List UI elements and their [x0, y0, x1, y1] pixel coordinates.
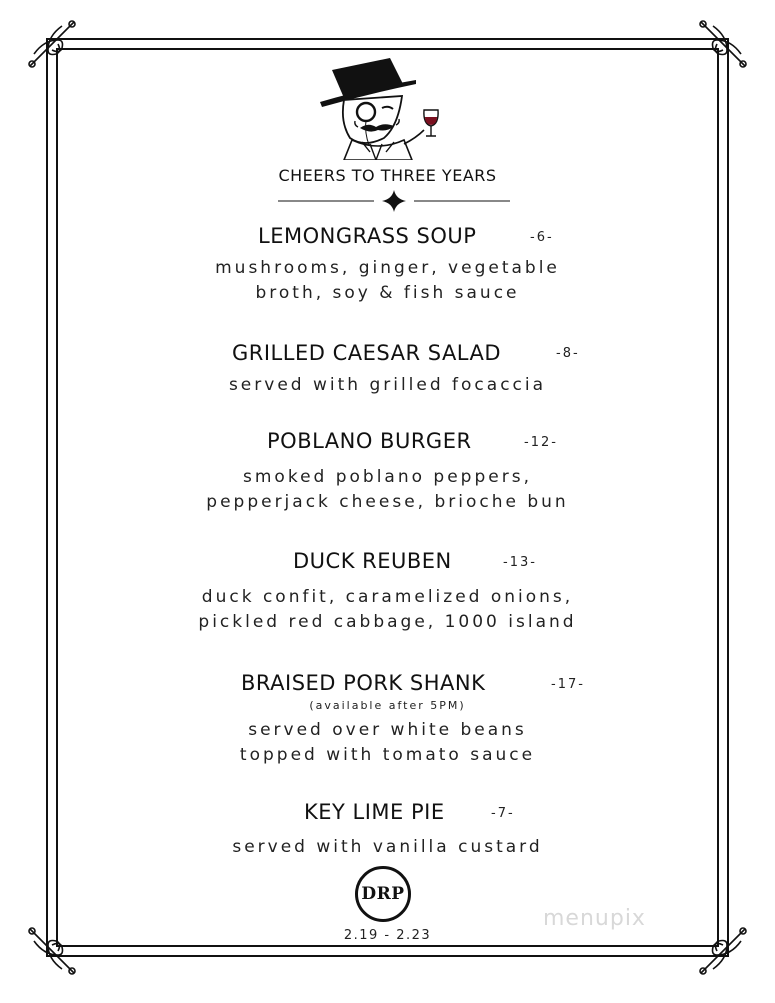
logo-text: DRP: [361, 884, 405, 904]
menu-item-description: smoked poblano peppers,: [243, 467, 532, 487]
menu-item-description: mushrooms, ginger, vegetable: [215, 258, 560, 278]
menu-item-title: DUCK REUBEN: [293, 549, 452, 573]
menu-item-price: -17-: [551, 677, 585, 692]
menu-item-price: -6-: [530, 230, 554, 245]
diamond-divider-icon: [278, 190, 510, 214]
corner-ornament-top-left: [29, 21, 75, 67]
menu-item-price: -8-: [556, 346, 580, 361]
menu-item-title: LEMONGRASS SOUP: [258, 224, 477, 248]
menu-item-description: served over white beans: [248, 720, 527, 740]
menu-item-title: BRAISED PORK SHANK: [241, 671, 486, 695]
top-hat-gentleman-illustration: [318, 52, 453, 160]
corner-ornament-top-right: [700, 21, 746, 67]
menu-item-description: served with grilled focaccia: [228, 375, 547, 395]
menu-item-price: -12-: [524, 435, 558, 450]
menu-item-description: pepperjack cheese, brioche bun: [206, 492, 569, 512]
menu-item-price: -7-: [491, 806, 515, 821]
menu-item-title: KEY LIME PIE: [304, 800, 445, 824]
menu-item-title: GRILLED CAESAR SALAD: [232, 341, 502, 365]
menu-item-description: broth, soy & fish sauce: [255, 283, 520, 303]
menu-headline: CHEERS TO THREE YEARS: [278, 166, 497, 185]
menu-item-title: POBLANO BURGER: [267, 429, 472, 453]
menu-item-description: topped with tomato sauce: [239, 745, 536, 765]
menu-item-description: pickled red cabbage, 1000 island: [198, 612, 577, 632]
menu-item-price: -13-: [503, 555, 537, 570]
menu-item-description: duck confit, caramelized onions,: [201, 587, 574, 607]
promotion-dates: 2.19 - 2.23: [343, 928, 432, 943]
menu-item-description: served with vanilla custard: [232, 837, 543, 857]
watermark: menupix: [543, 906, 646, 931]
drp-logo-badge: [355, 866, 411, 922]
menu-item-note: (available after 5PM): [309, 699, 466, 712]
